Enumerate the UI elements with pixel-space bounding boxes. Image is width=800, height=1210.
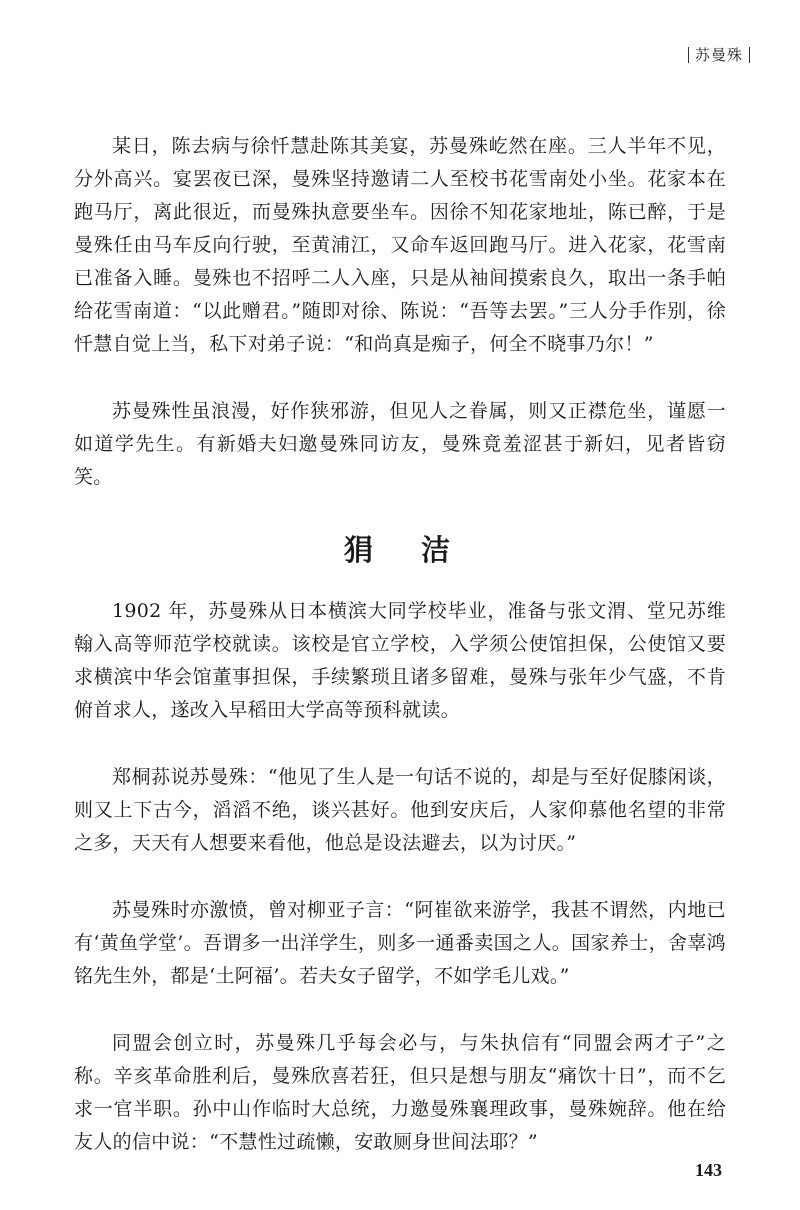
running-header bbox=[682, 44, 756, 65]
paragraph-4: 郑桐荪说苏曼殊：“他见了生人是一句话不说的，却是与至好促膝闲谈，则又上下古今，滔滔不绝，谈兴甚好。他到安庆后，人家仰慕他名望的非常之多，天天有人想要来看他，他总是设法避去，以为讨厌。” bbox=[74, 766, 726, 854]
paragraph-5: 苏曼殊时亦激愤，曾对柳亚子言：“阿崔欲来游学，我甚不谓然，内地已有‘黄鱼学堂’。吾谓多一出洋学生，则多一通番卖国之人。国家养士，舍辜鸿铭先生外，都是‘土阿福’。若夫女子留学，不如学毛儿戏。” bbox=[74, 899, 726, 987]
paragraph-2: 苏曼殊性虽浪漫，好作狭邪游，但见人之眷属，则又正襟危坐，谨愿一如道学先生。有新婚夫妇邀曼殊同访友，曼殊竟羞涩甚于新妇，见者皆窃笑。 bbox=[74, 400, 726, 488]
paragraph-6: 同盟会创立时，苏曼殊几乎每会必与，与朱执信有“同盟会两才子”之称。辛亥革命胜利后，曼殊欣喜若狂，但只是想与朋友“痛饮十日”，而不乞求一官半职。孙中山作临时大总统，力邀曼殊襄理政事，曼殊婉辞。他在给友人的信中说：“不慧性过疏懒，安敢厕身世间法耶？” bbox=[74, 1032, 726, 1153]
header-divider-left bbox=[688, 47, 689, 63]
page-number: 143 bbox=[695, 1160, 722, 1180]
running-title: 苏曼殊 bbox=[694, 46, 743, 64]
section-title bbox=[74, 528, 726, 569]
section-title-char-2: 洁 bbox=[421, 533, 457, 567]
paragraph-3: 1902 年，苏曼殊从日本横滨大同学校毕业，准备与张文渭、堂兄苏维翰入高等师范学校就读。该校是官立学校，入学须公使馆担保，公使馆又要求横滨中华会馆董事担保，手续繁琐且诸多留难，曼殊与张年少气盛，不肯俯首求人，遂改入早稻田大学高等预科就读。 bbox=[74, 600, 726, 721]
paragraph-1: 某日，陈去病与徐忏慧赴陈其美宴，苏曼殊屹然在座。三人半年不见，分外高兴。宴罢夜已深，曼殊坚持邀请二人至校书花雪南处小坐。花家本在跑马厅，离此很近，而曼殊执意要坐车。因徐不知花家地址，陈已醉，于是曼殊任由马车反向行驶，至黄浦江，又命车返回跑马厅。进入花家，花雪南已准备入睡。曼殊也不招呼二人入座，只是从袖间摸索良久，取出一条手帕给花雪南道：“以此赠君。”随即对徐、陈说：“吾等去罢。”三人分手作别，徐忏慧自觉上当，私下对弟子说：“和尚真是痴子，何全不晓事乃尔！” bbox=[74, 135, 726, 355]
header-divider-right bbox=[749, 47, 750, 63]
page-body bbox=[74, 130, 726, 1193]
section-title-char-1: 狷 bbox=[343, 533, 379, 567]
